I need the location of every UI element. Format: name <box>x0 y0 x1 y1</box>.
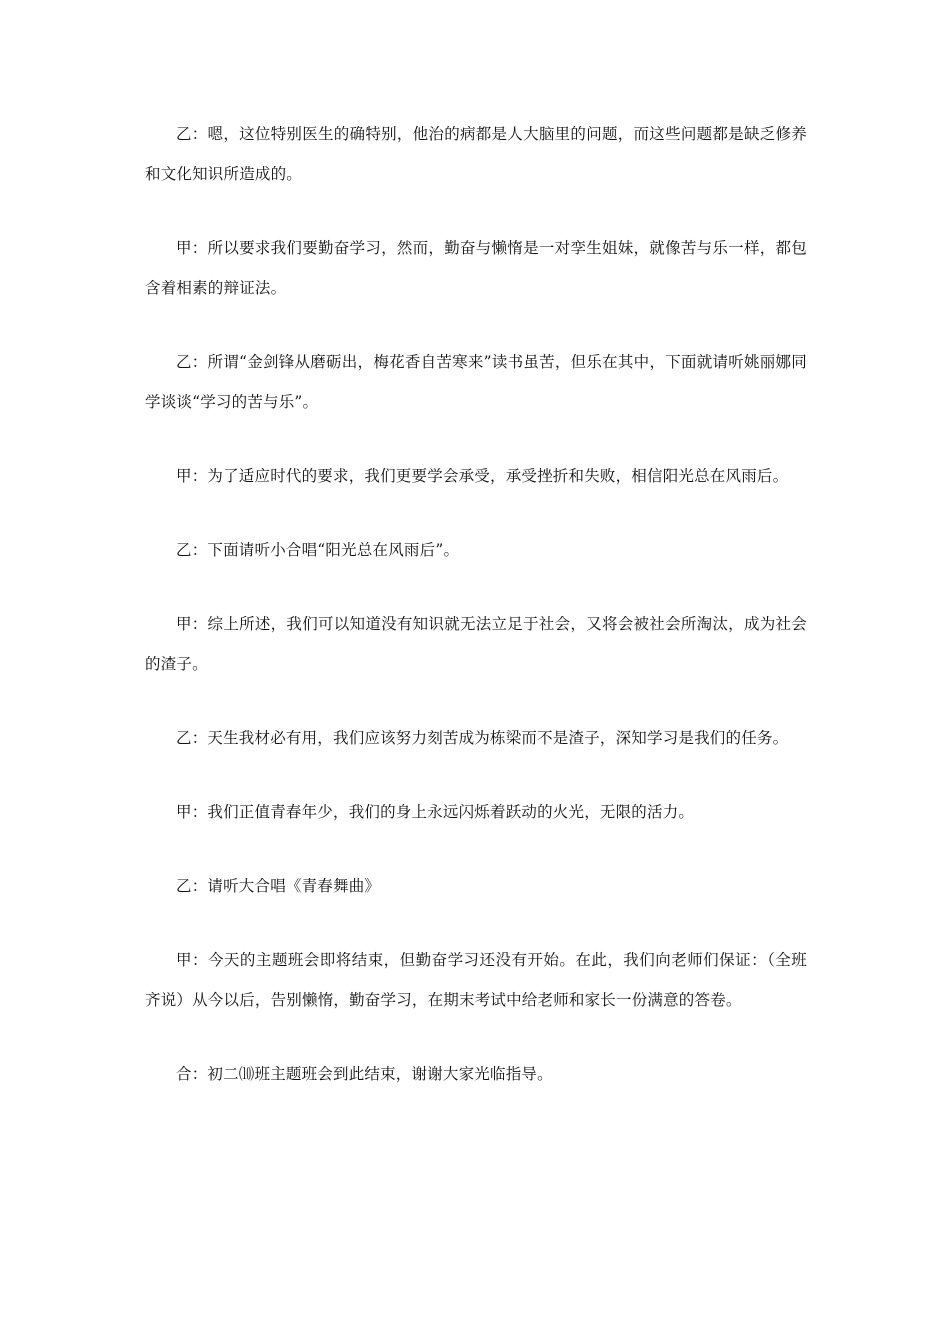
dialogue-paragraph-8: 甲：我们正值青春年少，我们的身上永远闪烁着跃动的火光，无限的活力。 <box>176 803 695 821</box>
dialogue-paragraph-2: 甲：所以要求我们要勤奋学习，然而，勤奋与懒惰是一对孪生姐妹，就像苦与乐一样，都包含着相素的辩证法。 <box>145 239 807 297</box>
document-body <box>145 114 807 1128</box>
dialogue-paragraph-3: 乙：所谓“金剑锋从磨砺出，梅花香自苦寒来”读书虽苦，但乐在其中，下面就请听姚丽娜同学谈谈“学习的苦与乐”。 <box>145 353 807 411</box>
dialogue-paragraph-6: 甲：综上所述，我们可以知道没有知识就无法立足于社会，又将会被社会所淘汰，成为社会的渣子。 <box>145 615 807 673</box>
dialogue-paragraph-1: 乙：嗯，这位特别医生的确特别，他治的病都是人大脑里的问题，而这些问题都是缺乏修养和文化知识所造成的。 <box>145 125 807 183</box>
dialogue-paragraph-11: 合：初二⑽班主题班会到此结束，谢谢大家光临指导。 <box>176 1065 553 1083</box>
dialogue-paragraph-4: 甲：为了适应时代的要求，我们更要学会承受，承受挫折和失败，相信阳光总在风雨后。 <box>176 467 789 485</box>
dialogue-paragraph-9: 乙：请听大合唱《青春舞曲》 <box>176 877 381 895</box>
dialogue-paragraph-5: 乙：下面请听小合唱“阳光总在风雨后”。 <box>176 541 460 559</box>
dialogue-paragraph-7: 乙：天生我材必有用，我们应该努力刻苦成为栋梁而不是渣子，深知学习是我们的任务。 <box>176 729 789 747</box>
dialogue-paragraph-10: 甲：今天的主题班会即将结束，但勤奋学习还没有开始。在此，我们向老师们保证：（全班齐说）从今以后，告别懒惰，勤奋学习，在期末考试中给老师和家长一份满意的答卷。 <box>145 951 807 1009</box>
